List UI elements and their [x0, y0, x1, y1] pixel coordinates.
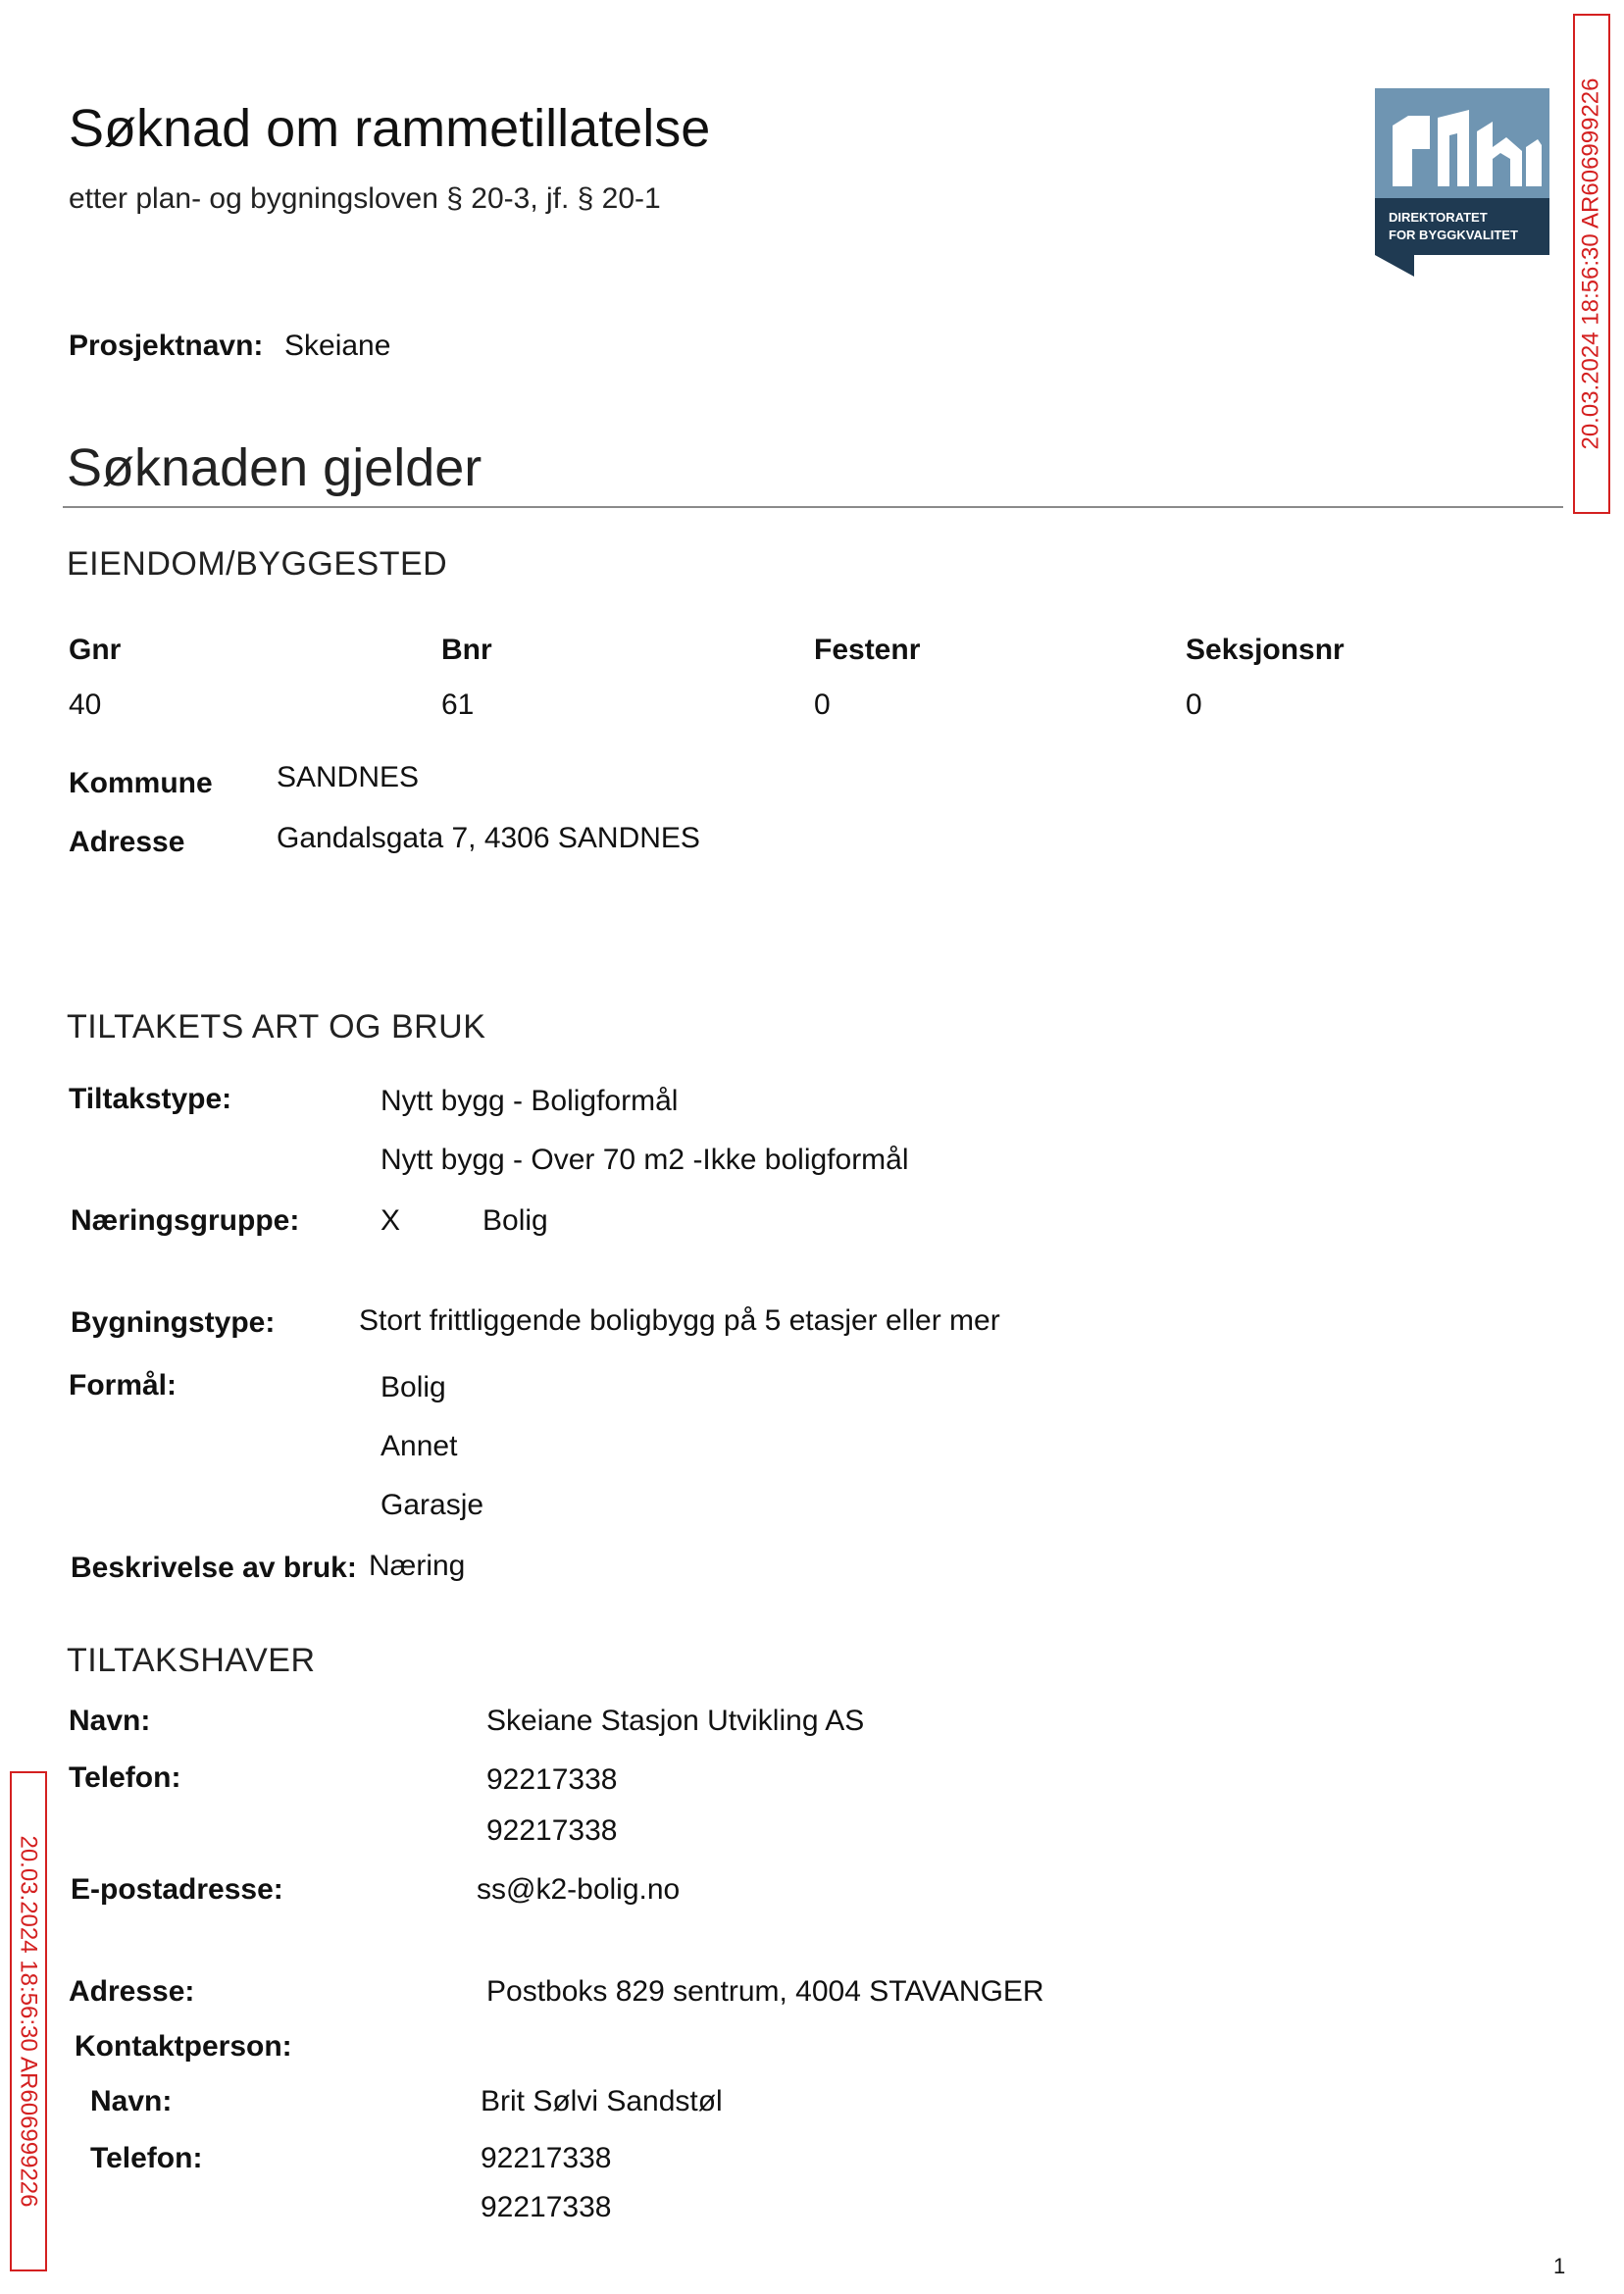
beskrivelse-label: Beskrivelse av bruk: — [71, 1552, 357, 1584]
archive-stamp-top-text: 20.03.2024 18:56:30 AR606999226 — [1578, 77, 1604, 450]
gnr-value: 40 — [69, 688, 102, 721]
archive-stamp-bottom-text: 20.03.2024 18:56:30 AR606999226 — [16, 1835, 42, 2208]
tiltakstype-value-1: Nytt bygg - Boligformål — [381, 1085, 679, 1117]
tiltakshaver-adresse-label: Adresse: — [69, 1975, 195, 2008]
seksjonsnr-value: 0 — [1186, 688, 1202, 721]
adresse-label: Adresse — [69, 826, 185, 858]
page-number: 1 — [1553, 2254, 1566, 2278]
kommune-label: Kommune — [69, 767, 213, 799]
naeringsgruppe-code: X — [381, 1204, 401, 1237]
kontakt-telefon-value-1: 92217338 — [481, 2142, 612, 2174]
formal-value-3: Garasje — [381, 1489, 484, 1521]
kontakt-telefon-value-2: 92217338 — [481, 2191, 612, 2223]
logo-line1: DIREKTORATET — [1389, 210, 1488, 225]
beskrivelse-value: Næring — [369, 1550, 466, 1582]
formal-value-2: Annet — [381, 1430, 458, 1462]
formal-label: Formål: — [69, 1369, 178, 1402]
kommune-value: SANDNES — [277, 761, 420, 793]
tiltakshaver-navn-value: Skeiane Stasjon Utvikling AS — [486, 1705, 865, 1737]
tiltakstype-label: Tiltakstype: — [69, 1083, 232, 1115]
bnr-label: Bnr — [441, 634, 492, 666]
tiltakshaver-telefon-value-1: 92217338 — [486, 1763, 618, 1796]
dibk-logo-icon — [1375, 88, 1549, 277]
tiltakshaver-telefon-value-2: 92217338 — [486, 1814, 618, 1847]
tiltakshaver-adresse-value: Postboks 829 sentrum, 4004 STAVANGER — [486, 1975, 1044, 2008]
archive-stamp-top — [1573, 14, 1610, 514]
dibk-logo — [1375, 88, 1549, 277]
kontaktperson-label: Kontaktperson: — [75, 2030, 292, 2063]
festenr-label: Festenr — [814, 634, 921, 666]
document-title: Søknad om rammetillatelse — [69, 99, 711, 158]
tiltakshaver-heading: TILTAKSHAVER — [67, 1642, 316, 1679]
section-title: Søknaden gjelder — [67, 438, 482, 497]
eiendom-heading: EIENDOM/BYGGESTED — [67, 545, 448, 583]
tiltakstype-value-2: Nytt bygg - Over 70 m2 -Ikke boligformål — [381, 1144, 909, 1176]
kontakt-navn-label: Navn: — [90, 2085, 173, 2117]
bygningstype-label: Bygningstype: — [71, 1306, 276, 1339]
logo-line2: FOR BYGGKVALITET — [1389, 228, 1518, 242]
bygningstype-value: Stort frittliggende boligbygg på 5 etasjer eller mer — [359, 1304, 1000, 1337]
project-value: Skeiane — [284, 330, 391, 362]
bnr-value: 61 — [441, 688, 475, 721]
festenr-value: 0 — [814, 688, 831, 721]
project-label: Prosjektnavn: — [69, 330, 264, 362]
kontakt-telefon-label: Telefon: — [90, 2142, 203, 2174]
naeringsgruppe-label: Næringsgruppe: — [71, 1204, 300, 1237]
adresse-value: Gandalsgata 7, 4306 SANDNES — [277, 822, 700, 854]
gnr-label: Gnr — [69, 634, 122, 666]
naeringsgruppe-value: Bolig — [482, 1204, 548, 1237]
seksjonsnr-label: Seksjonsnr — [1186, 634, 1345, 666]
epost-value: ss@k2-bolig.no — [477, 1873, 681, 1906]
kontakt-navn-value: Brit Sølvi Sandstøl — [481, 2085, 723, 2117]
epost-label: E-postadresse: — [71, 1873, 283, 1906]
tiltakshaver-navn-label: Navn: — [69, 1705, 151, 1737]
formal-value-1: Bolig — [381, 1371, 446, 1403]
archive-stamp-bottom — [10, 1771, 47, 2271]
tiltakshaver-telefon-label: Telefon: — [69, 1761, 181, 1794]
document-subtitle: etter plan- og bygningsloven § 20-3, jf. § 20-1 — [69, 182, 661, 215]
tiltak-heading: TILTAKETS ART OG BRUK — [67, 1008, 486, 1045]
section-divider — [63, 506, 1563, 508]
